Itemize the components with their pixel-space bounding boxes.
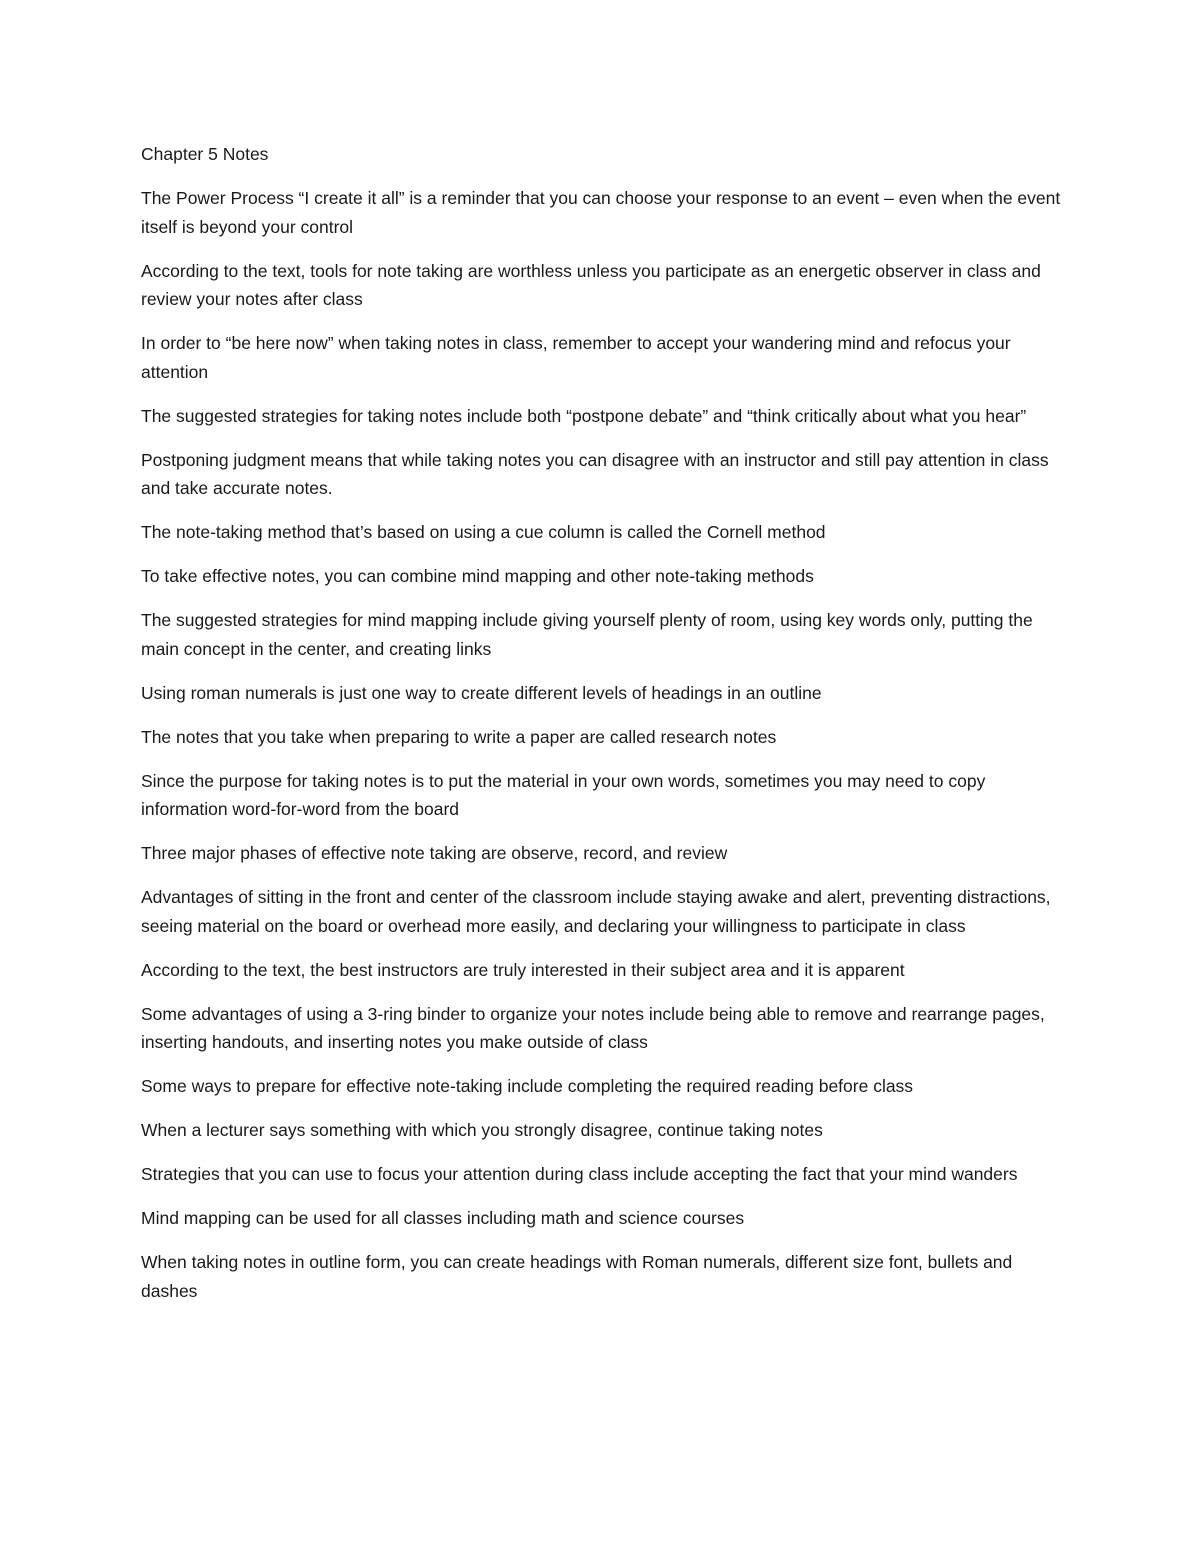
note-paragraph: The Power Process “I create it all” is a reminder that you can choose your response to an event – even when the event itself is beyond your control: [141, 188, 1061, 237]
note-paragraph: To take effective notes, you can combine mind mapping and other note-taking methods: [141, 566, 814, 586]
note-paragraph: Some ways to prepare for effective note-taking include completing the required reading before class: [141, 1076, 914, 1096]
note-paragraph: Postponing judgment means that while taking notes you can disagree with an instructor and still pay attention in class and take accurate notes.: [141, 449, 1049, 498]
note-paragraph: Strategies that you can use to focus your attention during class include accepting the fact that your mind wanders: [141, 1164, 1018, 1184]
note-paragraph: Mind mapping can be used for all classes including math and science courses: [141, 1208, 745, 1228]
note-paragraph: According to the text, tools for note taking are worthless unless you participate as an energetic observer in class and review your notes after class: [141, 260, 1041, 309]
note-paragraph: Some advantages of using a 3-ring binder to organize your notes include being able to remove and rearrange pages, inserting handouts, and inserting notes you make outside of class: [141, 1003, 1045, 1052]
document-body: [141, 140, 1066, 1321]
note-paragraph: The suggested strategies for mind mapping include giving yourself plenty of room, using key words only, putting the main concept in the center, and creating links: [141, 610, 1033, 659]
note-paragraph: Since the purpose for taking notes is to put the material in your own words, sometimes you may need to copy information word-for-word from the board: [141, 770, 986, 819]
note-paragraph: When a lecturer says something with which you strongly disagree, continue taking notes: [141, 1120, 823, 1140]
note-paragraph: When taking notes in outline form, you can create headings with Roman numerals, different size font, bullets and dashes: [141, 1252, 1013, 1301]
note-paragraph: Advantages of sitting in the front and center of the classroom include staying awake and alert, preventing distractions, seeing material on the board or overhead more easily, and declaring your willingness to participate in class: [141, 887, 1051, 936]
document-title: Chapter 5 Notes: [141, 144, 269, 164]
note-paragraph: Using roman numerals is just one way to create different levels of headings in an outline: [141, 682, 822, 703]
note-paragraph: The note-taking method that’s based on using a cue column is called the Cornell method: [141, 522, 826, 542]
note-paragraph: In order to “be here now” when taking notes in class, remember to accept your wandering mind and refocus your attention: [141, 333, 1011, 382]
note-paragraph: According to the text, the best instructors are truly interested in their subject area and it is apparent: [141, 959, 905, 980]
note-paragraph: The notes that you take when preparing to write a paper are called research notes: [141, 726, 777, 747]
note-paragraph: The suggested strategies for taking notes include both “postpone debate” and “think critically about what you hear”: [141, 405, 1027, 426]
note-paragraph: Three major phases of effective note taking are observe, record, and review: [141, 843, 728, 863]
